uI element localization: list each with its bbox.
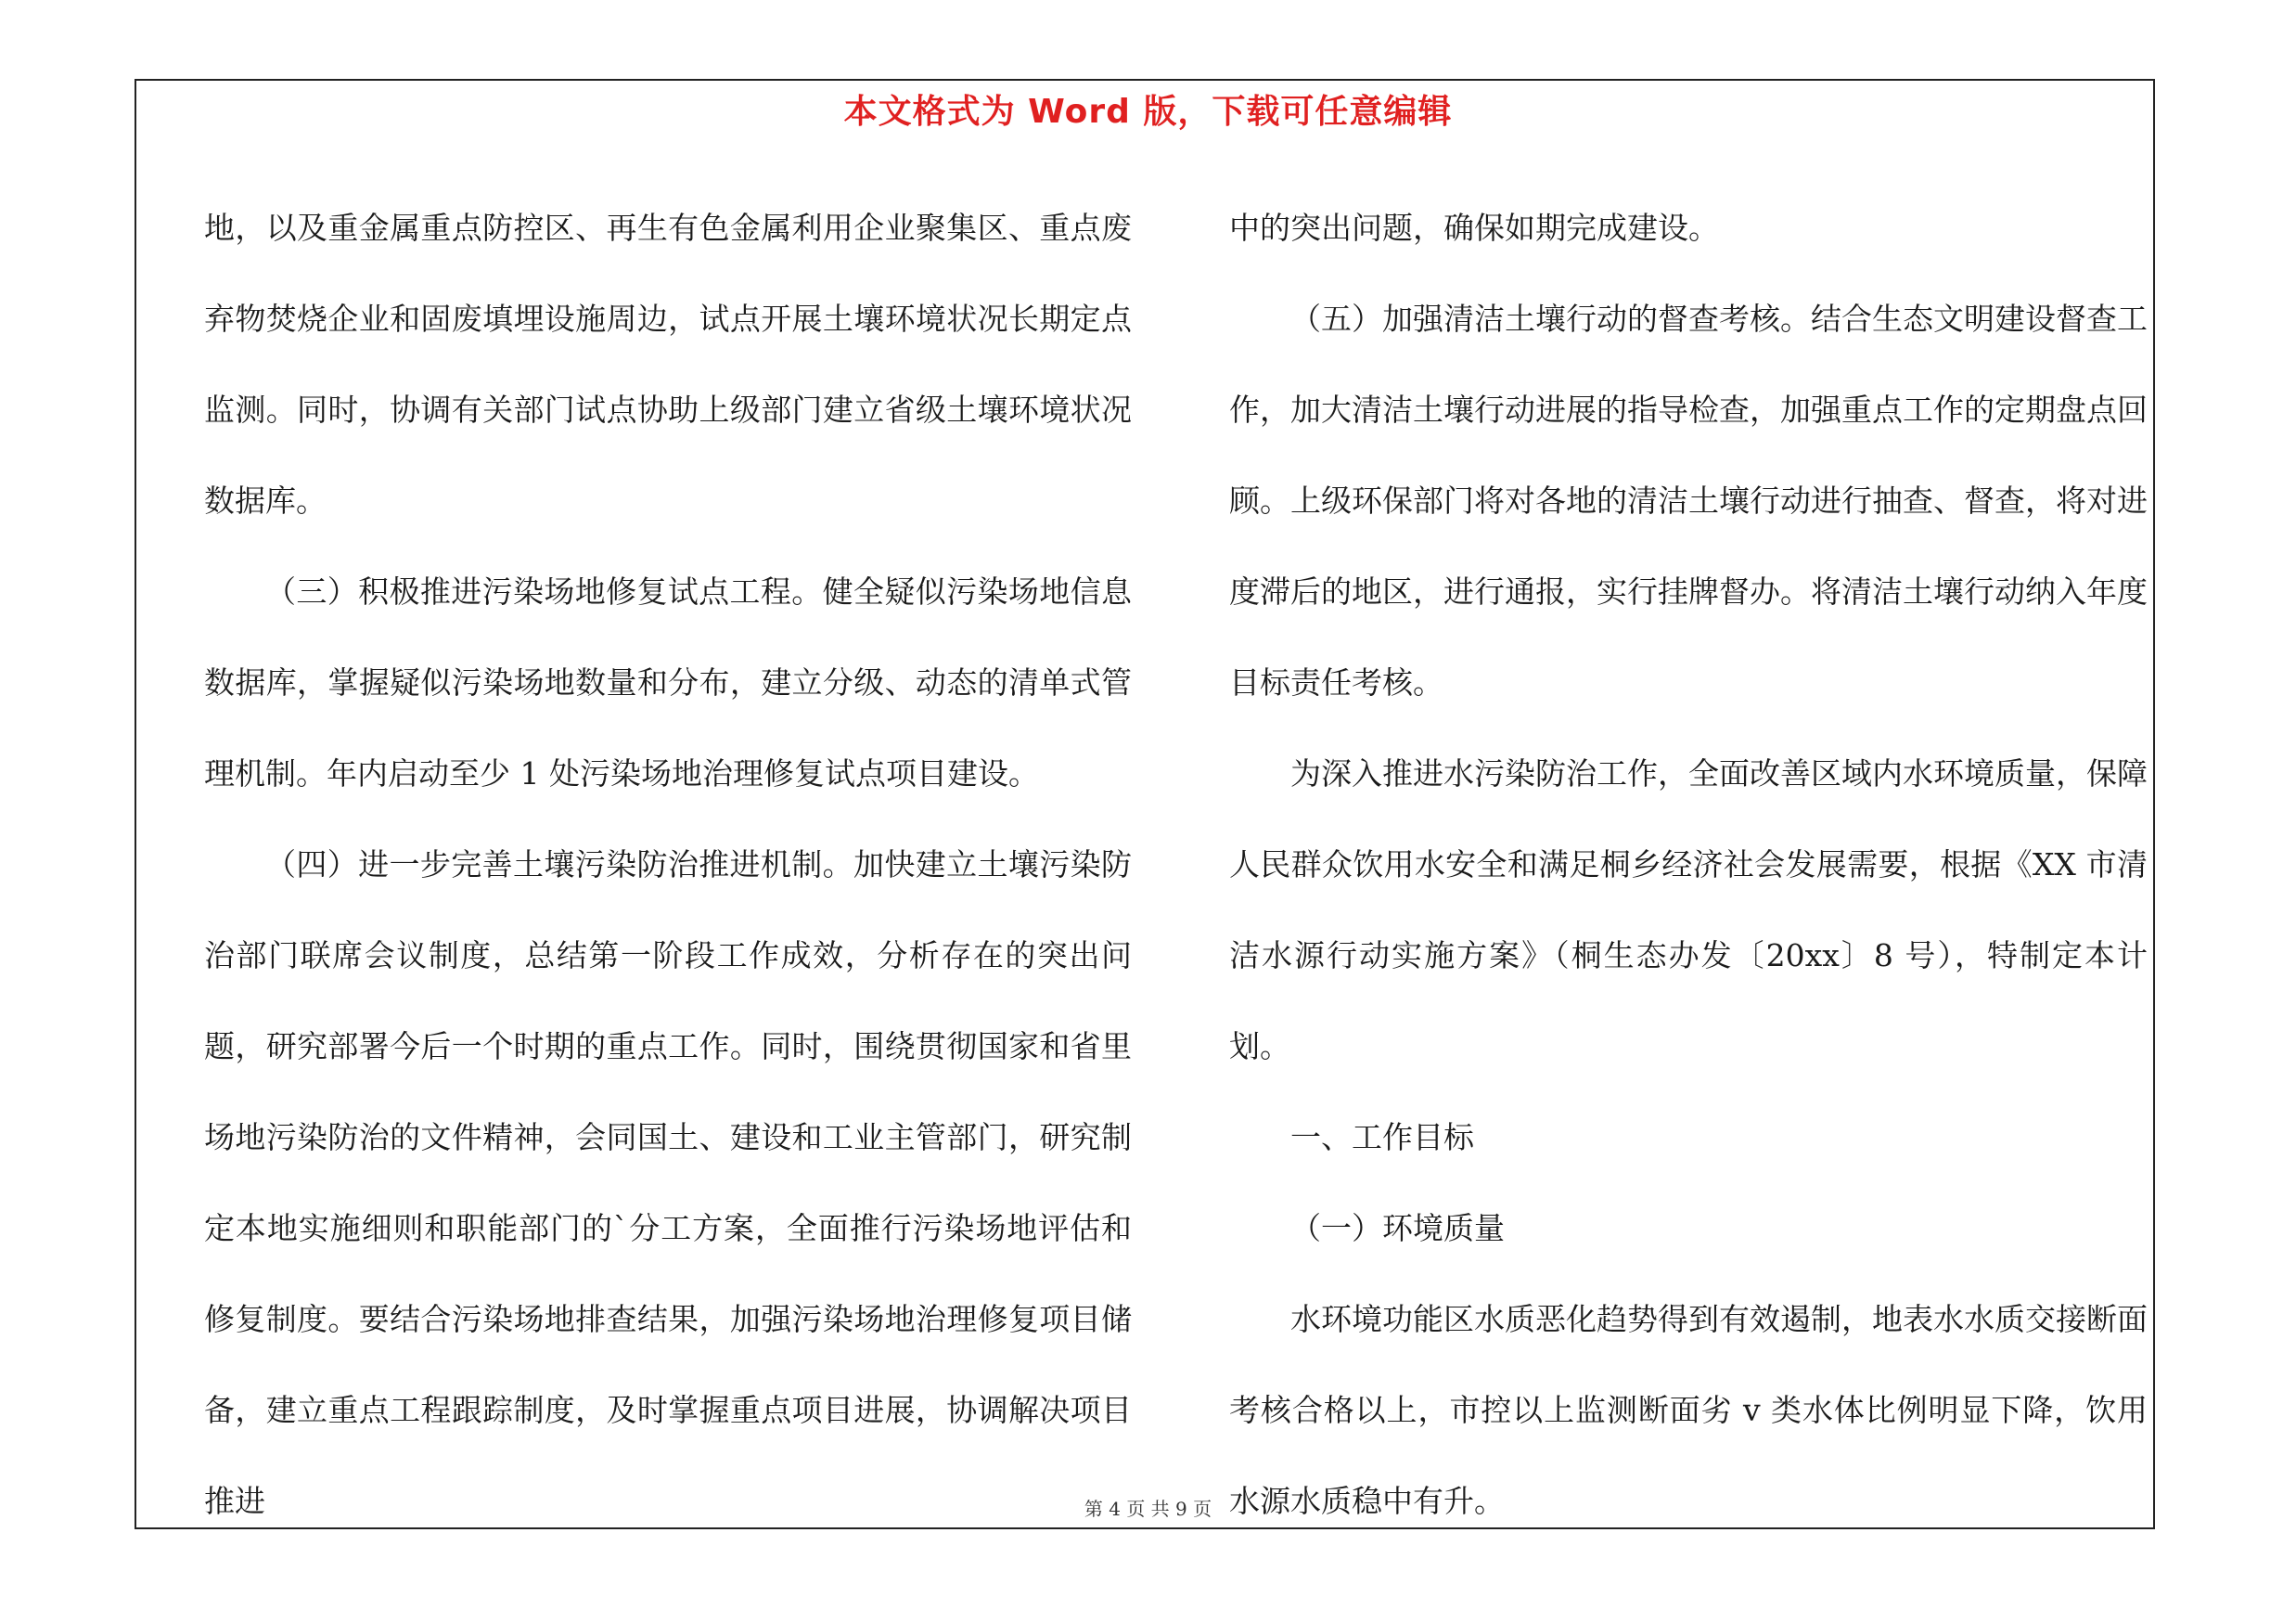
paragraph-continuation: 中的突出问题，确保如期完成建设。 [1229,210,1719,246]
heading-environment-quality: （一）环境质量 [1290,1210,1505,1246]
left-text-column [204,183,1132,1547]
paragraph-water-quality: 水环境功能区水质恶化趋势得到有效遏制，地表水水质交接断面考核合格以上，市控以上监测断面劣 v 类水体比例明显下降，饮用水源水质稳中有升。 [1229,1301,2148,1519]
paragraph-section-3: （三）积极推进污染场地修复试点工程。健全疑似污染场地信息数据库，掌握疑似污染场地数量和分布，建立分级、动态的清单式管理机制。年内启动至少 1 处污染场地治理修复试点项目建设。 [204,573,1132,792]
paragraph-section-4: （四）进一步完善土壤污染防治推进机制。加快建立土壤污染防治部门联席会议制度，总结第一阶段工作成效，分析存在的突出问题，研究部署今后一个时期的重点工作。同时，围绕贯彻国家和省里场地污染防治的文件精神，会同国土、建设和工业主管部门，研究制定本地实施细则和职能部门的`分工方案，全面推行污染场地评估和修复制度。要结合污染场地排查结果，加强污染场地治理修复项目储备，建立重点工程跟踪制度，及时掌握重点项目进展，协调解决项目推进 [204,846,1132,1519]
paragraph-intro-water: 为深入推进水污染防治工作，全面改善区域内水环境质量，保障人民群众饮用水安全和满足桐乡经济社会发展需要，根据《XX 市清洁水源行动实施方案》（桐生态办发〔20xx〕8 号），特制定本计划。 [1229,755,2148,1064]
paragraph-continuation: 地，以及重金属重点防控区、再生有色金属利用企业聚集区、重点废弃物焚烧企业和固废填埋设施周边，试点开展土壤环境状况长期定点监测。同时，协调有关部门试点协助上级部门建立省级土壤环境状况数据库。 [204,210,1132,519]
word-format-banner: 本文格式为 Word 版，下载可任意编辑 [843,93,1453,131]
page-number-footer: 第 4 页 共 9 页 [1084,1498,1212,1520]
heading-work-goals: 一、工作目标 [1290,1119,1474,1155]
right-text-column [1229,183,2148,1547]
paragraph-section-5: （五）加强清洁土壤行动的督查考核。结合生态文明建设督查工作，加大清洁土壤行动进展的指导检查，加强重点工作的定期盘点回顾。上级环保部门将对各地的清洁土壤行动进行抽查、督查，将对进度滞后的地区，进行通报，实行挂牌督办。将清洁土壤行动纳入年度目标责任考核。 [1229,301,2148,701]
